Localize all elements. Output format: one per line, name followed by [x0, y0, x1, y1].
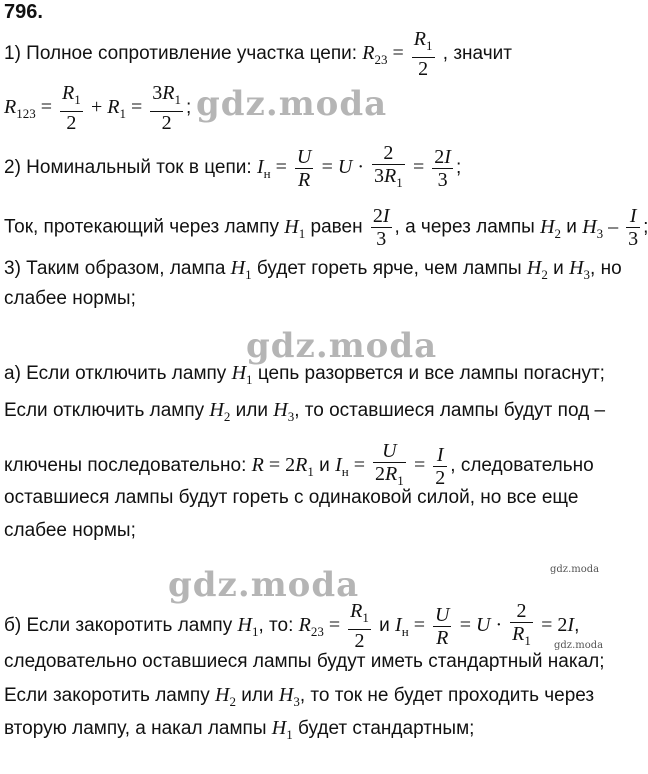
problem-number: 796.: [4, 1, 43, 23]
paragraph-7: а) Если отключить лампу $H_1$ цепь разорвется и все лампы погаснут;: [4, 362, 605, 387]
paragraph-3: 2) Номинальный ток в цепи: $I_н$ = $\frac{U}{R}$ = U · $\frac{2}{3R_1}$ = $\frac{2I}{3}$ ;: [4, 142, 462, 191]
paragraph-5: 3) Таким образом, лампа $H_1$ будет гореть ярче, чем лампы $H_2$ и $H_3$, но: [4, 257, 622, 282]
paragraph-11: слабее нормы;: [4, 520, 136, 541]
watermark-small: gdz.moda: [554, 640, 604, 651]
paragraph-14: Если закоротить лампу $H_2$ или $H_3$, то ток не будет проходить через: [4, 684, 595, 709]
fraction: $\frac{R_1}{2}$: [413, 28, 433, 80]
paragraph-1: 1) Полное сопротивление участка цепи: $R_{23}$ = $\frac{R_1}{2}$ , значит: [4, 28, 512, 80]
paragraph-9: ключены последовательно: $R = 2R_1$ и $I_н$ = $\frac{U}{2R_1}$ = $\frac{I}{2}$ , следовательно: [4, 440, 594, 489]
paragraph-4: Ток, протекающий через лампу $H_1$ равен $\frac{2I}{3}$ , а через лампы $H_2$ и $H_3$ – $\frac{I}{3}$ ;: [4, 205, 648, 250]
watermark-small: gdz.moda: [550, 564, 600, 575]
fraction: $\frac{3R_1}{2}$: [152, 82, 181, 134]
fraction: $\frac{R_1}{2}$: [62, 82, 81, 134]
paragraph-6: слабее нормы;: [4, 288, 136, 309]
watermark: gdz.moda: [246, 326, 438, 366]
watermark: gdz.moda: [196, 84, 388, 124]
paragraph-8: Если отключить лампу $H_2$ или $H_3$, то оставшиеся лампы будут под –: [4, 399, 606, 424]
watermark: gdz.moda: [168, 565, 360, 605]
paragraph-2: $R_{123}$ = $\frac{R_1}{2}$ + $R_1$ = $\frac{3R_1}{2}$ ;: [4, 82, 192, 134]
paragraph-15: вторую лампу, а накал лампы $H_1$ будет стандартным;: [4, 717, 475, 742]
paragraph-12: б) Если закоротить лампу $H_1$, то: $R_{23}$ = $\frac{R_1}{2}$ и $I_н$ = $\frac{U}{R}$ = U · $\frac{2}{R_1}$ = 2I,: [4, 600, 580, 652]
paragraph-13: следовательно оставшиеся лампы будут иметь стандартный накал;: [4, 651, 605, 672]
paragraph-10: оставшиеся лампы будут гореть с одинаковой силой, но все еще: [4, 487, 579, 508]
